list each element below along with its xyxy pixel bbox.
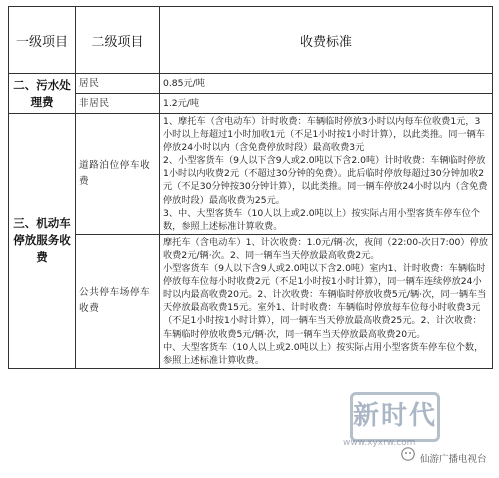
table-row	[9, 74, 493, 94]
header-row	[9, 7, 493, 74]
header-level1: 一级项目	[9, 7, 76, 74]
watermark-url: www.xyxrw.com	[343, 438, 416, 448]
header-level2: 二级项目	[76, 7, 160, 74]
header-fee-standard: 收费标准	[160, 7, 493, 74]
fee-table	[8, 6, 493, 369]
watermark-channel-name: 仙游广播电视台	[418, 450, 489, 466]
public-parking-fee	[160, 234, 493, 368]
sewage-resident-label: 居民	[76, 74, 160, 94]
roadside-fee-line: 3、中、大型客货车（10人以上或2.0吨以上）按实际占用小型客货车停车位个数，参照上述标准计算收费。	[163, 207, 480, 232]
table-row	[9, 94, 493, 114]
public-fee-line: 摩托车（含电动车）1、计次收费：1.0元/辆·次，夜间（22:00-次日7:00）停放收费2元/辆·次。2、同一辆车当天停放最高收费2元。	[163, 236, 488, 261]
public-fee-line: 中、大型客货车（10人以上或2.0吨以上）按实际占用小型客货车停车位个数，参照上述标准计算收费。	[163, 341, 484, 366]
watermark-logo: 新时代	[350, 392, 440, 442]
sewage-resident-fee: 0.85元/吨	[160, 74, 493, 94]
sewage-nonresident-label: 非居民	[76, 94, 160, 114]
table-row	[9, 234, 493, 368]
public-parking-label: 公共停车场停车收费	[76, 234, 160, 368]
roadside-fee-line: 2、小型客货车（9人以下含9人或2.0吨以下含2.0吨）计时收费：车辆临时停放1小时以内收费2元（不超过30分钟的免费）。此后临时停放每超过30分钟加收2元（不足30分钟按30分钟计算），以此类推。同一辆车停放24小时以内（含免费停放时段）最高收费为25元。	[163, 155, 488, 206]
roadside-fee-line: 1、摩托车（含电动车）计时收费：车辆临时停放3小时以内每车位收费1元，3小时以上每超过1小时加收1元（不足1小时按1小时计算），以此类推。同一辆车停放24小时以内（含免费停放时段）最高收费3元	[163, 116, 485, 154]
table-row	[9, 114, 493, 235]
sewage-nonresident-fee: 1.2元/吨	[160, 94, 493, 114]
wechat-channel-icon	[401, 447, 415, 461]
parking-level1: 三、机动车停放服务收费	[9, 114, 76, 369]
roadside-parking-fee	[160, 114, 493, 235]
public-fee-line: 小型客货车（9人以下含9人或2.0吨以下含2.0吨）室内1、计时收费：车辆临时停放每车位每小时收费2元（不足1小时按1小时计算），同一辆车连续停放24小时以内最高收费20元。2、计次收费：车辆临时停放收费5元/辆·次，同一辆车当天停放最高收费15元。室外1、计时收费：车辆临时停放每车位每小时收费3元（不足1小时按1小时计算），同一辆车当天停放最高收费25元。2、计次收费：车辆临时停放收费5元/辆·次，同一辆车当天停放最高收费20元。	[163, 263, 487, 340]
roadside-parking-label: 道路泊位停车收费	[76, 114, 160, 235]
sewage-level1: 二、污水处理费	[9, 74, 76, 114]
